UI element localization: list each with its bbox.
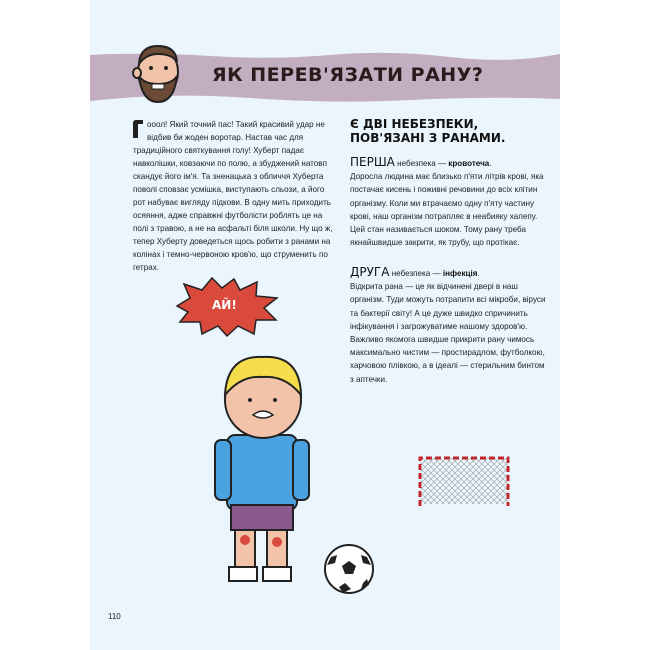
soccer-ball-icon: [323, 543, 375, 595]
page-number: 110: [108, 612, 121, 621]
danger-connector: небезпека —: [389, 269, 443, 278]
crying-boy-illustration: [205, 345, 315, 595]
danger-infection: [350, 266, 550, 386]
danger-term: кровотеча: [448, 159, 490, 168]
page-title: ЯК ПЕРЕВ'ЯЗАТИ РАНУ?: [212, 64, 484, 86]
danger-text: Відкрита рана — це як відчинені двері в наш організм. Туди можуть потрапити всі мікроби, віруси та бактерії світу! А це дуже швидко спричинить інфікування і загрожуватиме нашому здоров'ю. Важливо якомога швидше прикрити рану чимось максимально чистим — простирадлом, футболкою, харчовою плівкою, а в ідеалі — стерильним бинтом з аптечки.: [350, 282, 546, 384]
danger-label: ДРУГА: [350, 265, 390, 279]
danger-bleeding: [350, 156, 550, 249]
ouch-text: АЙ!: [212, 298, 237, 312]
intro-paragraph: [133, 118, 338, 274]
section-heading: Є ДВІ НЕБЕЗПЕКИ, ПОВ'ЯЗАНІ З РАНАМИ.: [350, 117, 506, 145]
author-face-icon: [128, 40, 188, 106]
football-goal-icon: [416, 452, 512, 508]
drop-cap-g: [133, 120, 143, 138]
danger-label: ПЕРША: [350, 155, 395, 169]
danger-term: інфекція: [442, 269, 478, 278]
danger-connector: небезпека —: [394, 159, 449, 168]
period: .: [477, 269, 480, 278]
period: .: [489, 159, 492, 168]
intro-text: ооол! Який точний пас! Такий красивий удар не відбив би жоден воротар. Настав час для традиційного святкування голу! Хуберт падає навколішки, ковзаючи по полю, а збуджений натовп скандує його ім'я. Та зненацька з обличчя Хуберта поволі сповзає усмішка, виступають сльози, а його рот набуває вигляду підкови. В одну мить приходить осяяння, адже справжні футболісти роблять це на полі з травою, а не на асфальті біля школи. Ну що ж, тепер Хуберту доведеться щось робити з ранами на колінах і темно-червоною кров'ю, що струменить по гетрах.: [133, 120, 333, 272]
danger-text: Доросла людина має близько п'яти літрів крові, яка постачає кисень і поживні речовини до всіх клітин організму. Коли ми втрачаємо одну п'яту частину крові, наш організм потрапляє в неабияку халепу. Цей стан називається шоком. Тому рану треба якнайшвидше закрити, як трубу, що протікає.: [350, 172, 544, 248]
